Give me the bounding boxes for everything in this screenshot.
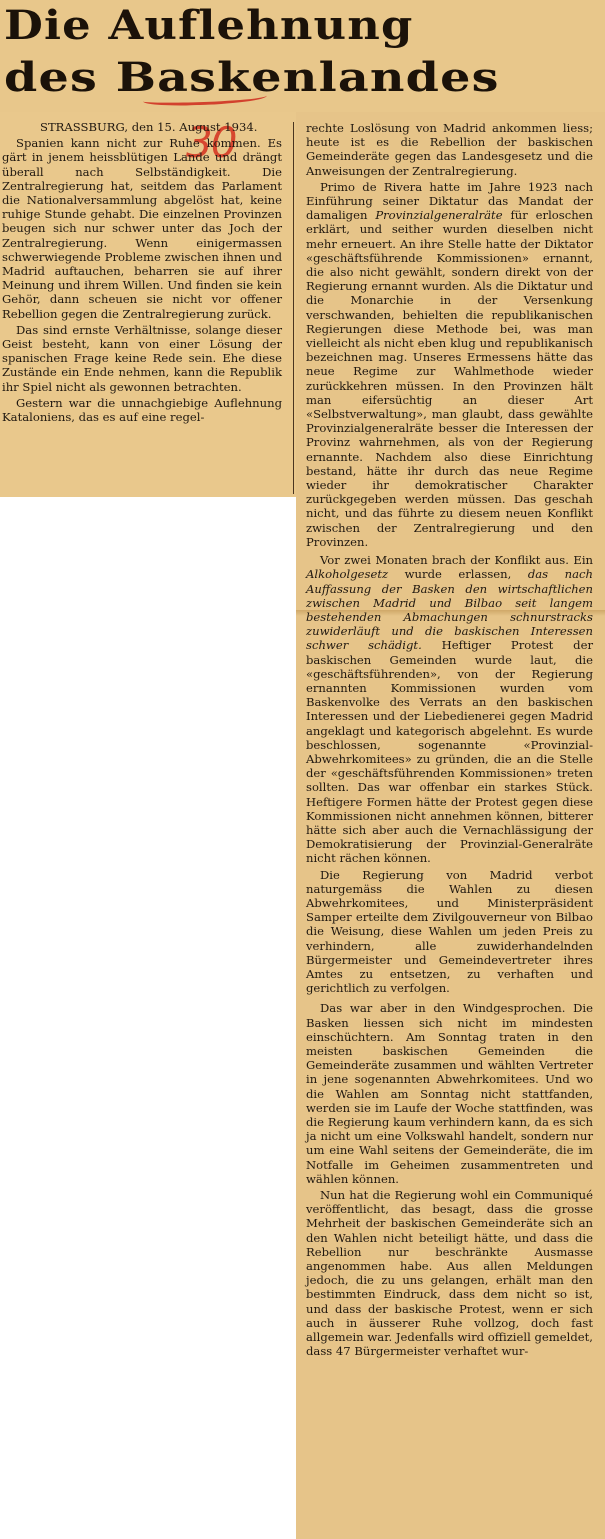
paragraph: Spanien kann nicht zur Ruhe kommen. Es gärt in jenem heissblütigen Lande und drängt überall nach Selbständigkeit. Die Zentralregierung hat, seitdem das Parlament die Nationalversammlung abgelöst hat, keine ruhige Stunde gehabt. Die einzelnen Provinzen beugen sich nur schwer unter das Joch der Zentralregierung. Wenn einigermassen schwerwiegende Probleme zwischen ihnen und Madrid auftauchen, beharren sie auf ihrer Meinung und ihrem Willen. Und finden sie kein Gehör, dann scheuen sie nicht vor offener Rebellion gegen die Zentralregierung zurück. <box>2 136 282 321</box>
handwritten-number: 30 <box>186 118 236 167</box>
paragraph: Das war aber in den Windgesprochen. Die Basken liessen sich nicht im mindesten einschüchtern. Am Sonntag traten in den meisten baskischen Gemeinden die Gemeinderäte zusammen und wählten Vertreter in jene sogenannten Abwehrkomitees. Und wo die Wahlen am Sonntag nicht stattfanden, werden sie im Laufe der Woche stattfinden, was die Regierung kaum verhindern kann, da es sich ja nicht um eine Volkswahl handelt, sondern nur um eine Wahl seitens der Gemeinderäte, die im Notfalle im Geheimen zusammentreten und wählen können. <box>306 1001 593 1186</box>
paragraph: Nun hat die Regierung wohl ein Communiqué veröffentlicht, das besagt, dass die grosse Mehrheit der baskischen Gemeinderäte sich an den Wahlen nicht beteiligt hätte, und dass die Rebellion nur beschränkte Ausmasse angenommen habe. Aus allen Meldungen jedoch, die zu uns gelangen, erhält man den bestimmten Eindruck, dass dem nicht so ist, und dass der baskische Protest, wenn er sich auch in äusserer Ruhe vollzog, doch fast allgemein war. Jedenfalls wird offiziell gemeldet, dass 47 Bürgermeister verhaftet wur- <box>306 1188 593 1359</box>
paragraph: Das sind ernste Verhältnisse, solange dieser Geist besteht, kann von einer Lösung der spanischen Frage keine Rede sein. Ehe diese Zustände ein Ende nehmen, kann die Republik ihr Spiel nicht als gewonnen betrachten. <box>2 322 282 394</box>
dateline: STRASSBURG, den 15. August 1934. <box>40 120 258 134</box>
article-column-left <box>2 120 282 426</box>
paragraph: Vor zwei Monaten brach der Konflikt aus. Ein Alkoholgesetz wurde erlassen, das nach Auffassung der Basken den wirtschaftlichen zwischen Madrid und Bilbao seit langem bestehenden Abmachungen schnurstracks zuwiderläuft und die baskischen Interessen schwer schädigt. Heftiger Protest der baskischen Gemeinden wurde laut, die «geschäftsführenden», von der Regierung ernannten Kommissionen wurden vom Baskenvolke des Verrats an den baskischen Interessen und der Liebedienerei gegen Madrid angeklagt und kategorisch abgelehnt. Es wurde beschlossen, sogenannte «Provinzial-Abwehrkomitees» zu gründen, die an die Stelle der «geschäftsführenden Kommissionen» treten sollten. Das war offenbar ein starkes Stück. Heftigere Formen hätte der Protest gegen diese Kommissionen nicht annehmen können, bitterer hätte sich aber auch die Vernachlässigung der Demokratisierung der Provinzial-Generalräte nicht rächen können. <box>306 553 593 866</box>
headline-line-2: des Baskenlandes <box>4 54 500 101</box>
headline-line-1: Die Auflehnung <box>4 2 414 49</box>
paragraph: Die Regierung von Madrid verbot naturgemäss die Wahlen zu diesen Abwehrkomitees, und Ministerpräsident Samper erteilte dem Zivilgouverneur von Bilbao die Weisung, diese Wahlen um jeden Preis zu verhindern, alle zuwiderhandelnden Bürgermeister und Gemeindevertreter ihres Amtes zu entsetzen, zu verhaften und gerichtlich zu verfolgen. <box>306 867 593 996</box>
column-divider <box>293 122 294 494</box>
article-column-right <box>306 121 593 1360</box>
paragraph: Primo de Rivera hatte im Jahre 1923 nach Einführung seiner Diktatur das Mandat der damaligen Provinzialgeneralräte für erloschen erklärt, und seither wurden dieselben nicht mehr erneuert. An ihre Stelle hatte der Diktator «geschäftsführende Kommissionen» ernannt, die also nicht gewählt, sondern direkt von der Regierung ernannt wurden. Als die Diktatur und die Monarchie in der Versenkung verschwanden, behielten die republikanischen Regierungen diese Methode bei, was man vielleicht als nicht eben klug und republikanisch bezeichnen mag. Unseres Ermessens hätte das neue Regime zur Wahlmethode wieder zurückkehren müssen. In den Provinzen hält man eifersüchtig an dieser Art «Selbstverwaltung», man glaubt, dass gewählte Provinzialgeneralräte besser die Interessen der Provinz wahrnehmen, als von der Regierung ernannte. Nachdem also diese Einrichtung bestand, hätte ihr durch das neue Regime wieder ihr demokratischer Charakter zurückgegeben werden müssen. Das geschah nicht, und das führte zu diesem neuen Konflikt zwischen der Zentralregierung und den Provinzen. <box>306 179 594 549</box>
paragraph: Gestern war die unnachgiebige Auflehnung Kataloniens, das es auf eine regel- <box>2 395 282 425</box>
paragraph: rechte Loslösung von Madrid ankommen liess; heute ist es die Rebellion der baskischen Gemeinderäte gegen das Landesgesetz und die Anweisungen der Zentralregierung. <box>306 121 593 178</box>
